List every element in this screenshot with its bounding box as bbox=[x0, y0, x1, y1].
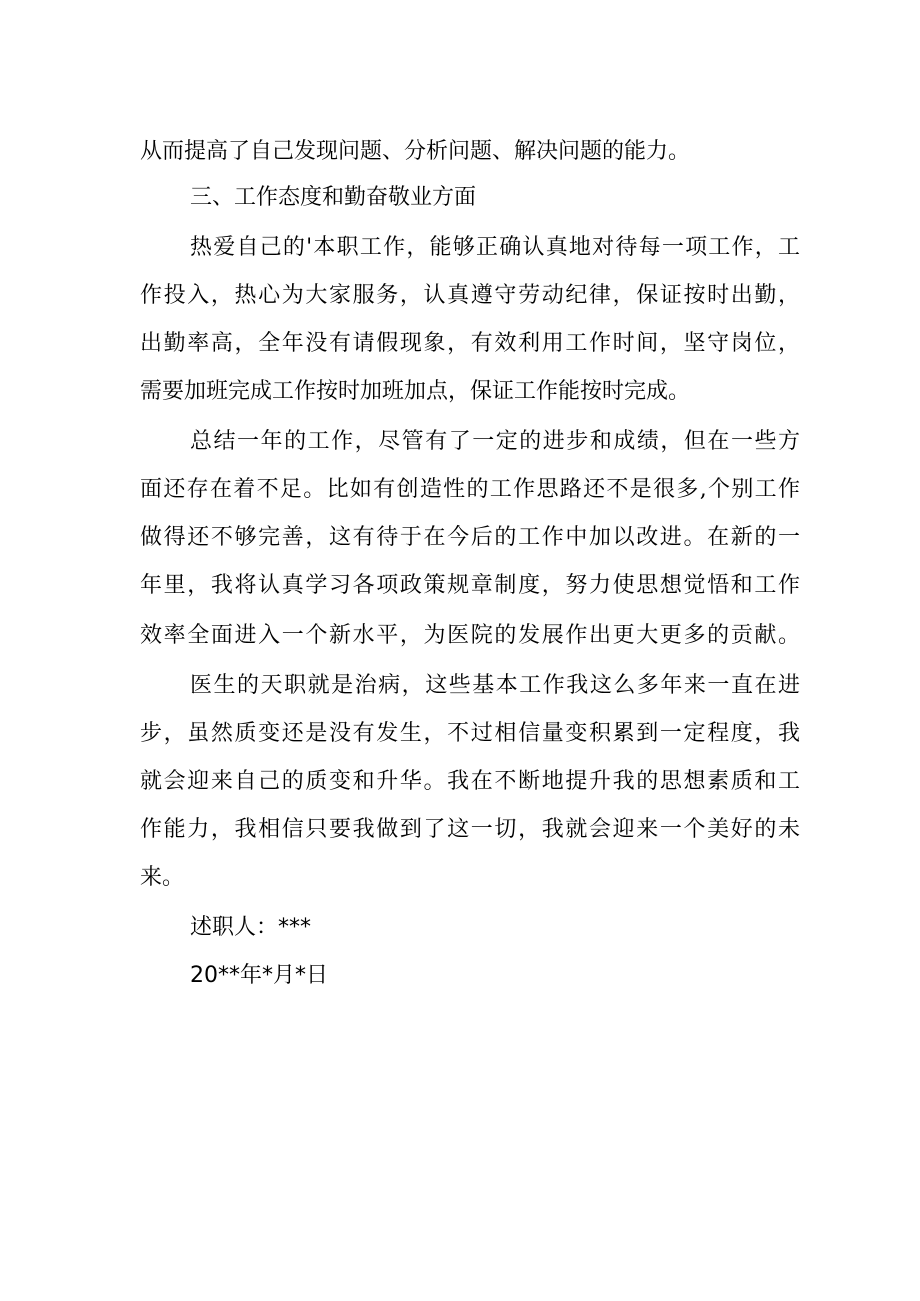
text-line: 年里，我将认真学习各项政策规章制度，努力使思想觉悟和工作 bbox=[140, 573, 800, 598]
text-line: 作能力，我相信只要我做到了这一切，我就会迎来一个美好的未 bbox=[140, 817, 800, 842]
text-line: 做得还不够完善，这有待于在今后的工作中加以改进。在新的一 bbox=[140, 525, 800, 550]
text-line: 总结一年的工作，尽管有了一定的进步和成绩，但在一些方 bbox=[190, 429, 800, 454]
signature-name: 述职人：*** bbox=[190, 915, 312, 940]
section-heading: 三、工作态度和勤奋敬业方面 bbox=[190, 185, 477, 210]
text-line: 从而提高了自己发现问题、分析问题、解决问题的能力。 bbox=[140, 139, 691, 164]
text-line: 作投入，热心为大家服务，认真遵守劳动纪律，保证按时出勤， bbox=[140, 283, 800, 308]
text-line: 医生的天职就是治病，这些基本工作我这么多年来一直在进 bbox=[190, 673, 800, 698]
text-line: 出勤率高，全年没有请假现象，有效利用工作时间，坚守岗位， bbox=[140, 331, 800, 356]
text-line: 就会迎来自己的质变和升华。我在不断地提升我的思想素质和工 bbox=[140, 769, 800, 794]
text-line: 步，虽然质变还是没有发生，不过相信量变积累到一定程度，我 bbox=[140, 721, 800, 746]
text-line: 来。 bbox=[140, 865, 185, 890]
text-line: 需要加班完成工作按时加班加点，保证工作能按时完成。 bbox=[140, 379, 691, 404]
text-line: 效率全面进入一个新水平，为医院的发展作出更大更多的贡献。 bbox=[140, 623, 800, 648]
signature-date: 20**年*月*日 bbox=[190, 963, 328, 988]
text-line: 热爱自己的'本职工作，能够正确认真地对待每一项工作，工 bbox=[190, 235, 800, 260]
text-line: 面还存在着不足。比如有创造性的工作思路还不是很多,个别工作 bbox=[140, 477, 800, 502]
